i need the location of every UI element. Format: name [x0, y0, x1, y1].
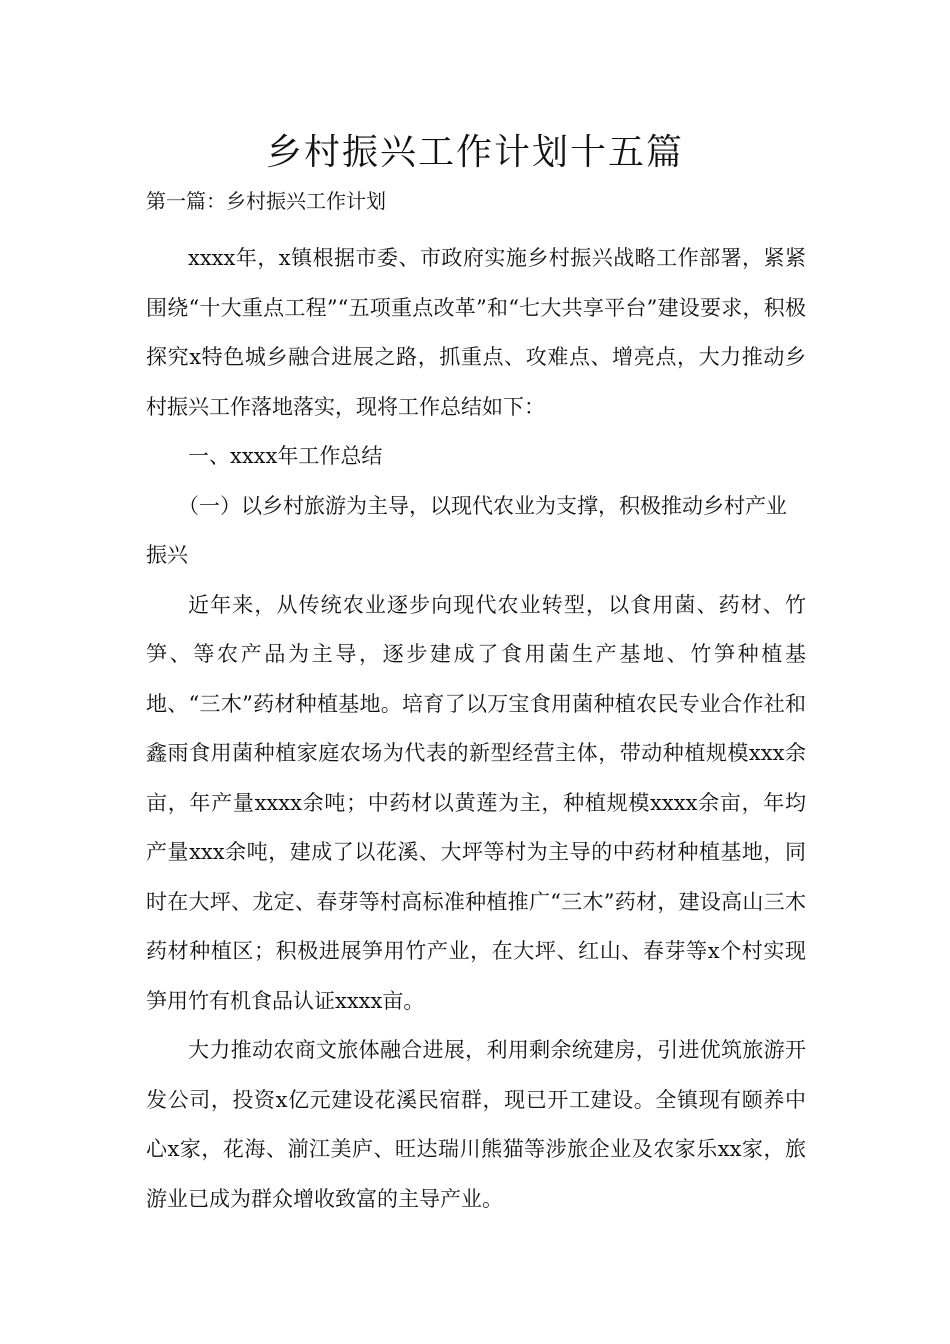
- body-paragraph: 大力推动农商文旅体融合进展，利用剩余统建房，引进优筑旅游开发公司，投资x亿元建设花溪民宿群，现已开工建设。全镇现有颐养中心x家，花海、湔江美庐、旺达瑞川熊猫等涉旅企业及农家乐xx家，旅游业已成为群众增收致富的主导产业。: [146, 1038, 806, 1211]
- subsection-heading: （一）以乡村旅游为主导，以现代农业为支撑，积极推动乡村产业振兴: [146, 493, 787, 567]
- document-title: 乡村振兴工作计划十五篇: [265, 132, 684, 173]
- document-body: [146, 234, 806, 1224]
- body-paragraph: 近年来，从传统农业逐步向现代农业转型，以食用菌、药材、竹笋、等农产品为主导，逐步建成了食用菌生产基地、竹笋种植基地、“三木”药材种植基地。培育了以万宝食用菌种植农民专业合作社和鑫雨食用菌种植家庭农场为代表的新型经营主体，带动种植规模xxx余亩，年产量xxxx余吨；中药材以黄莲为主，种植规模xxxx余亩，年均产量xxx余吨，建成了以花溪、大坪等村为主导的中药材种植基地，同时在大坪、龙定、春芽等村高标准种植推广“三木”药材，建设高山三木药材种植区；积极进展笋用竹产业，在大坪、红山、春芽等x个村实现笋用竹有机食品认证xxxx亩。: [146, 592, 806, 1013]
- chapter-subtitle: 第一篇：乡村振兴工作计划: [146, 189, 386, 213]
- intro-paragraph: xxxx年，x镇根据市委、市政府实施乡村振兴战略工作部署，紧紧围绕“十大重点工程”“五项重点改革”和“七大共享平台”建设要求，积极探究x特色城乡融合进展之路，抓重点、攻难点、增亮点，大力推动乡村振兴工作落地落实，现将工作总结如下：: [146, 246, 806, 419]
- section-heading: 一、xxxx年工作总结: [188, 444, 383, 468]
